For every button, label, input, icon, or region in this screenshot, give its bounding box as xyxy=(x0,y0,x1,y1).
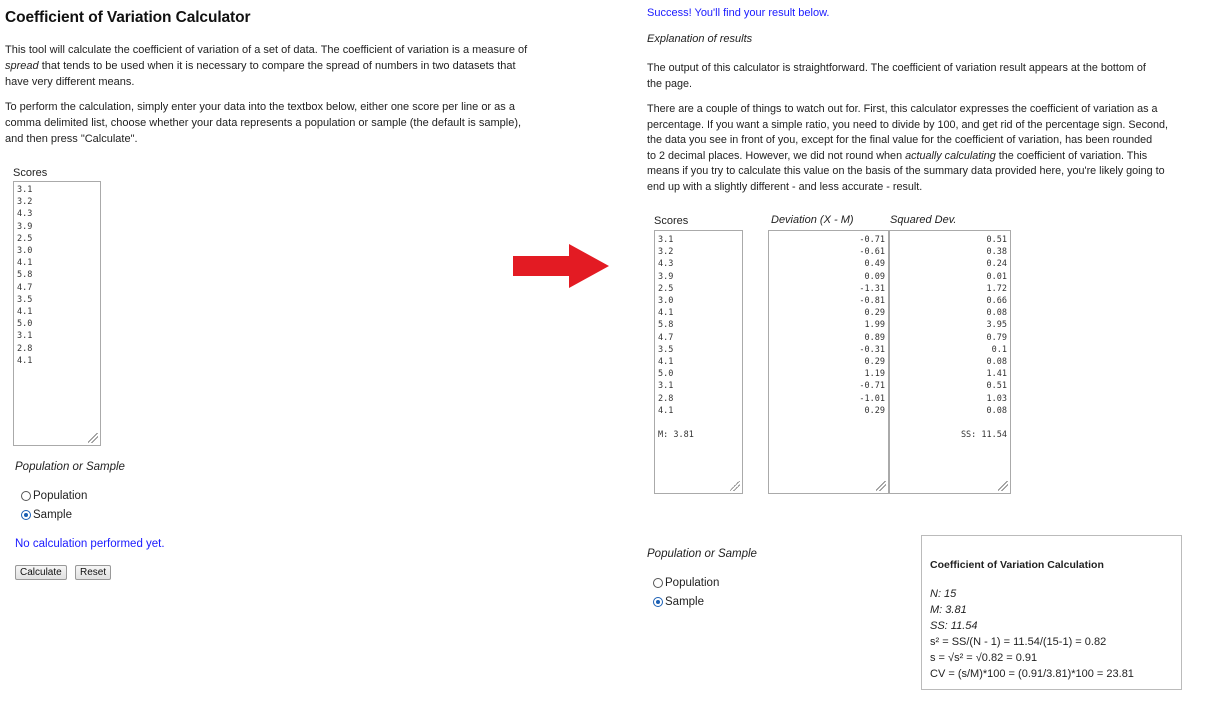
watch-line-5: means if you try to calculate this value on the basis of the summary data provided here, you're likely going to xyxy=(647,165,1165,178)
watch-line-3: the data you see in front of you, except for the final value for the coefficient of variation, has been rounded xyxy=(647,134,1153,147)
deviation-value: 1.99 xyxy=(864,320,885,331)
score-value: 3.5 xyxy=(658,344,674,355)
deviation-value: -0.31 xyxy=(859,344,885,355)
scores-values xyxy=(658,234,739,417)
score-value: 3.1 xyxy=(658,381,674,392)
instructions-line-3: and then press "Calculate". xyxy=(5,133,138,145)
squared-deviation-value: 1.03 xyxy=(986,393,1007,404)
deviation-value: 0.09 xyxy=(864,271,885,282)
sample-radio-option[interactable] xyxy=(21,509,72,521)
score-value: 2.5 xyxy=(658,283,674,294)
population-radio-label: Population xyxy=(33,490,88,502)
population-or-sample-label-result: Population or Sample xyxy=(647,548,757,560)
score-value: 3.2 xyxy=(658,247,674,258)
sample-radio-label: Sample xyxy=(33,509,72,521)
sample-radio[interactable] xyxy=(21,510,31,520)
deviation-value: -0.61 xyxy=(859,247,885,258)
score-value: 2.8 xyxy=(658,393,674,404)
deviation-value: 0.29 xyxy=(864,357,885,368)
ss-value: SS: 11.54 xyxy=(930,620,978,632)
deviation-value: 0.29 xyxy=(864,308,885,319)
calculate-button[interactable]: Calculate xyxy=(15,565,67,580)
deviation-value: -0.71 xyxy=(859,235,885,245)
instructions-paragraph xyxy=(5,99,595,147)
intro-paragraph xyxy=(5,42,595,90)
deviation-value: -0.81 xyxy=(859,296,885,307)
score-value: 3.9 xyxy=(658,271,674,282)
intro-line-2: that tends to be used when it is necessary to compare the spread of numbers in two datasets that xyxy=(41,60,516,72)
score-value: 4.1 xyxy=(658,308,674,319)
squared-deviation-value: 1.72 xyxy=(986,283,1007,294)
mean-value: M: 3.81 xyxy=(930,604,967,616)
scores-label: Scores xyxy=(13,167,48,179)
population-radio-option-result[interactable] xyxy=(653,577,719,589)
intro-line-3: have very different means. xyxy=(5,76,135,88)
watch-line-2: percentage. If you want a simple ratio, you need to divide by 100, and get rid of the percentage sign. Second, xyxy=(647,118,1168,131)
score-value: 4.7 xyxy=(658,332,674,343)
squared-deviation-value: 0.79 xyxy=(986,332,1007,343)
instructions-line-1: To perform the calculation, simply enter your data into the textbox below, either one score per line or as a xyxy=(5,101,515,113)
deviation-output-box[interactable] xyxy=(768,230,889,494)
squared-deviation-value: 0.08 xyxy=(986,405,1007,416)
score-value: 4.1 xyxy=(658,357,674,368)
squared-deviation-value: 0.1 xyxy=(991,344,1007,355)
squared-deviation-value: 0.01 xyxy=(986,271,1007,282)
watch-line-4b: the coefficient of variation. This xyxy=(998,149,1148,162)
watch-italic-phrase: actually calculating xyxy=(905,149,996,162)
calculation-status: No calculation performed yet. xyxy=(15,538,165,550)
output-paragraph xyxy=(647,60,1227,92)
deviation-value: -1.31 xyxy=(859,283,885,294)
score-value: 3.1 xyxy=(658,235,674,245)
std-dev-formula: s = √s² = √0.82 = 0.91 xyxy=(930,652,1038,664)
cv-calculation-title: Coefficient of Variation Calculation xyxy=(930,559,1104,571)
deviation-value: -0.71 xyxy=(859,381,885,392)
squared-deviation-output-box[interactable] xyxy=(889,230,1011,494)
sample-radio-option-result[interactable] xyxy=(653,596,704,608)
squared-deviation-value: 0.24 xyxy=(986,259,1007,270)
sample-radio[interactable] xyxy=(653,597,663,607)
mean-readout: M: 3.81 xyxy=(658,430,694,440)
squared-deviation-value: 0.66 xyxy=(986,296,1007,307)
intro-line-1: This tool will calculate the coefficient of variation of a set of data. The coefficient of variation is a measure of xyxy=(5,44,528,56)
scores-column-header: Scores xyxy=(654,215,689,227)
n-value: N: 15 xyxy=(930,588,957,600)
watch-out-paragraph xyxy=(647,102,1229,196)
deviation-value: -1.01 xyxy=(859,393,885,404)
deviation-values xyxy=(772,234,885,417)
calculator-form-panel xyxy=(0,0,600,704)
deviation-value: 0.89 xyxy=(864,332,885,343)
squared-deviation-value: 0.08 xyxy=(986,308,1007,319)
red-right-arrow-icon xyxy=(513,244,609,288)
output-line-1: The output of this calculator is straightforward. The coefficient of variation result appears at the bottom of xyxy=(647,62,1146,74)
squared-deviation-value: 0.08 xyxy=(986,357,1007,368)
squared-deviation-value: 0.51 xyxy=(986,381,1007,392)
explanation-heading: Explanation of results xyxy=(647,33,753,45)
success-message: Success! You'll find your result below. xyxy=(647,7,830,19)
deviation-value: 0.49 xyxy=(864,259,885,270)
scores-output-box[interactable] xyxy=(654,230,743,494)
score-value: 4.1 xyxy=(658,405,674,416)
population-radio-label: Population xyxy=(665,577,720,589)
deviation-column-header: Deviation (X - M) xyxy=(771,214,854,226)
watch-line-6: end up with a slightly different - and less accurate - result. xyxy=(647,180,923,193)
score-value: 3.0 xyxy=(658,296,674,307)
population-radio-option[interactable] xyxy=(21,490,87,502)
reset-button[interactable]: Reset xyxy=(75,565,111,580)
watch-line-1: There are a couple of things to watch out for. First, this calculator expresses the coefficient of variation as a xyxy=(647,103,1158,115)
scores-textarea[interactable] xyxy=(13,181,101,446)
sum-of-squares-readout: SS: 11.54 xyxy=(960,430,1007,440)
score-value: 5.0 xyxy=(658,369,674,380)
score-value: 5.8 xyxy=(658,320,674,331)
resize-grip-icon[interactable] xyxy=(730,481,740,491)
squared-deviation-value: 1.41 xyxy=(986,369,1007,380)
score-value: 4.3 xyxy=(658,259,674,270)
squared-deviation-value: 3.95 xyxy=(986,320,1007,331)
squared-deviation-value: 0.51 xyxy=(986,235,1007,245)
population-radio[interactable] xyxy=(653,578,663,588)
watch-line-4a: to 2 decimal places. However, we did not round when xyxy=(647,149,903,162)
cv-calculation-box xyxy=(921,535,1182,690)
results-panel xyxy=(640,0,1229,704)
squared-deviation-values xyxy=(893,234,1007,417)
population-radio[interactable] xyxy=(21,491,31,501)
resize-grip-icon[interactable] xyxy=(88,433,98,443)
sample-radio-label: Sample xyxy=(665,596,704,608)
resize-grip-icon[interactable] xyxy=(876,481,886,491)
page-title: Coefficient of Variation Calculator xyxy=(5,9,251,26)
intro-italic-word: spread xyxy=(5,60,39,72)
deviation-value: 1.19 xyxy=(864,369,885,380)
deviation-value: 0.29 xyxy=(864,405,885,416)
output-line-2: the page. xyxy=(647,78,693,90)
instructions-line-2: comma delimited list, choose whether your data represents a population or sample (the default is sample), xyxy=(5,117,522,129)
squared-deviation-value: 0.38 xyxy=(986,247,1007,258)
population-or-sample-label: Population or Sample xyxy=(15,461,125,473)
cv-formula: CV = (s/M)*100 = (0.91/3.81)*100 = 23.81 xyxy=(930,668,1134,680)
resize-grip-icon[interactable] xyxy=(998,481,1008,491)
squared-deviation-column-header: Squared Dev. xyxy=(890,214,957,226)
variance-formula: s² = SS/(N - 1) = 11.54/(15-1) = 0.82 xyxy=(930,636,1107,648)
